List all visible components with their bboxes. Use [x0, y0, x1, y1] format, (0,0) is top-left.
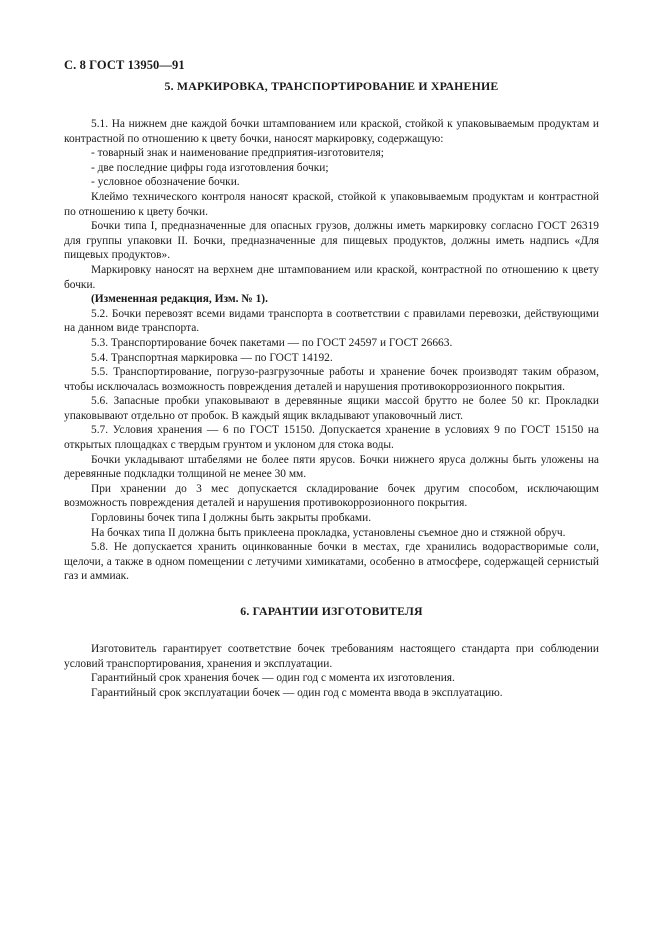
- paragraph: 5.4. Транспортная маркировка — по ГОСТ 14192.: [91, 351, 333, 364]
- paragraph: Гарантийный срок эксплуатации бочек — один год с момента ввода в эксплуатацию.: [91, 686, 503, 699]
- section-5-title: 5. МАРКИРОВКА, ТРАНСПОРТИРОВАНИЕ И ХРАНЕНИЕ: [164, 79, 499, 93]
- list-item: - товарный знак и наименование предприятия-изготовителя;: [91, 147, 384, 160]
- paragraph: 5.6. Запасные пробки упаковывают в деревянные ящики массой брутто не более 50 кг. Прокладки упаковывают отдельно от пробок. В каждый ящик вкладывают упаковочный лист.: [64, 395, 599, 422]
- paragraph: Гарантийный срок хранения бочек — один год с момента их изготовления.: [91, 672, 455, 685]
- paragraph: Бочки укладывают штабелями не более пяти ярусов. Бочки нижнего яруса должны быть уложены на деревянные подкладки толщиной не менее 30 мм.: [64, 453, 599, 481]
- section-5-body: [64, 117, 599, 584]
- page-header: С. 8 ГОСТ 13950—91: [64, 58, 185, 72]
- paragraph: Изготовитель гарантирует соответствие бочек требованиям настоящего стандарта при соблюдении условий транспортирования, хранения и эксплуатации.: [64, 643, 599, 670]
- list-item: - две последние цифры года изготовления бочки;: [91, 161, 329, 174]
- section-6-title: 6. ГАРАНТИИ ИЗГОТОВИТЕЛЯ: [240, 604, 423, 618]
- paragraph: Клеймо технического контроля наносят краской, стойкой к упаковываемым продуктам и контрастной по отношению к цвету бочки.: [64, 190, 599, 218]
- section-6-body: [64, 642, 599, 700]
- paragraph: Горловины бочек типа I должны быть закрыты пробками.: [91, 512, 372, 525]
- paragraph: 5.8. Не допускается хранить оцинкованные бочки в местах, где хранились водорастворимые соли, щелочи, а также в одном помещении с летучими химикатами, особенно в атмосфере, содержащей сернистый газ и аммиак.: [64, 541, 599, 583]
- paragraph: При хранении до 3 мес допускается складирование бочек другим способом, исключающим возможность повреждения деталей и нарушения противокоррозионного покрытия.: [64, 482, 599, 510]
- paragraph: Маркировку наносят на верхнем дне штампованием или краской, контрастной по отношению к цвету бочки.: [64, 263, 599, 291]
- paragraph: 5.7. Условия хранения — 6 по ГОСТ 15150. Допускается хранение в условиях 9 по ГОСТ 15150 на открытых площадках с твердым грунтом и уклоном для стока воды.: [64, 424, 599, 452]
- amendment-note: (Измененная редакция, Изм. № 1).: [91, 293, 268, 306]
- paragraph: 5.3. Транспортирование бочек пакетами — по ГОСТ 24597 и ГОСТ 26663.: [91, 336, 453, 349]
- list-item: - условное обозначение бочки.: [91, 176, 240, 189]
- paragraph: Бочки типа I, предназначенные для опасных грузов, должны иметь маркировку согласно ГОСТ 26319 для группы упаковки II. Бочки, предназначенные для пищевых продуктов, должны иметь надпись «Для пищевых продуктов».: [64, 220, 599, 262]
- paragraph: 5.1. На нижнем дне каждой бочки штампованием или краской, стойкой к упаковываемым продуктам и контрастной по отношению к цвету бочки, наносят маркировку, содержащую:: [64, 118, 599, 145]
- paragraph: 5.5. Транспортирование, погрузо-разгрузочные работы и хранение бочек производят таким образом, чтобы исключалась возможность повреждения деталей и нарушения противокоррозионного покрытия.: [64, 366, 599, 393]
- paragraph: На бочках типа II должна быть приклеена прокладка, установлены съемное дно и стяжной обруч.: [91, 526, 566, 539]
- paragraph: 5.2. Бочки перевозят всеми видами транспорта в соответствии с правилами перевозки, действующими на данном виде транспорта.: [64, 307, 599, 335]
